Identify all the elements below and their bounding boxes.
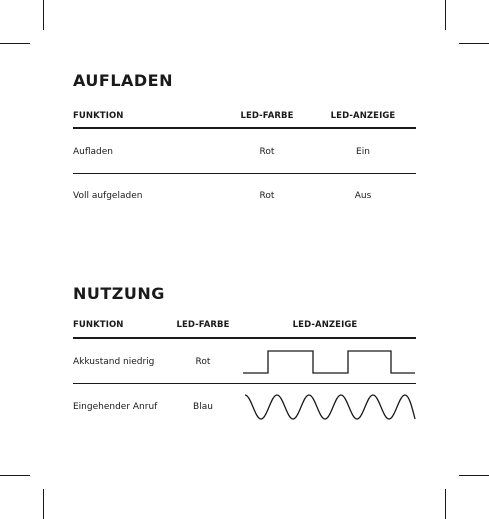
usage-row-2-color: Blau bbox=[193, 402, 213, 412]
usage-header-function: FUNKTION bbox=[73, 320, 124, 330]
charging-section-title: AUFLADEN bbox=[73, 71, 173, 90]
crop-mark-bottom-left-horizontal bbox=[0, 475, 30, 476]
usage-row-1-function: Akkustand niedrig bbox=[73, 357, 155, 367]
usage-row-divider bbox=[73, 383, 416, 384]
charging-row-1-function: Aufladen bbox=[73, 147, 113, 157]
usage-row-2-function: Eingehender Anruf bbox=[73, 402, 158, 412]
crop-mark-bottom-right-horizontal bbox=[459, 475, 489, 476]
charging-row-2-indicator: Aus bbox=[354, 191, 372, 201]
usage-header-led-color: LED-FARBE bbox=[176, 320, 230, 330]
charging-header-led-indicator: LED-ANZEIGE bbox=[330, 111, 396, 121]
crop-mark-bottom-left-vertical bbox=[43, 489, 44, 519]
usage-header-rule bbox=[73, 337, 416, 339]
usage-section-title: NUTZUNG bbox=[73, 284, 165, 303]
charging-row-2-color: Rot bbox=[259, 191, 275, 201]
crop-mark-top-right-horizontal bbox=[459, 43, 489, 44]
charging-header-function: FUNKTION bbox=[73, 111, 124, 121]
crop-mark-top-left-horizontal bbox=[0, 43, 30, 44]
charging-header-led-color: LED-FARBE bbox=[240, 111, 294, 121]
sine-wave-pulse-icon bbox=[243, 389, 417, 425]
square-wave-blink-icon bbox=[243, 346, 415, 378]
crop-mark-top-left-vertical bbox=[43, 0, 44, 30]
crop-mark-top-right-vertical bbox=[445, 0, 446, 30]
charging-row-2-function: Voll aufgeladen bbox=[73, 191, 143, 201]
usage-header-led-indicator: LED-ANZEIGE bbox=[292, 320, 358, 330]
crop-mark-bottom-right-vertical bbox=[445, 489, 446, 519]
charging-row-1-indicator: Ein bbox=[356, 147, 370, 157]
usage-row-1-color: Rot bbox=[195, 357, 211, 367]
charging-row-divider bbox=[73, 173, 416, 174]
charging-row-1-color: Rot bbox=[259, 147, 275, 157]
charging-header-rule bbox=[73, 127, 416, 129]
